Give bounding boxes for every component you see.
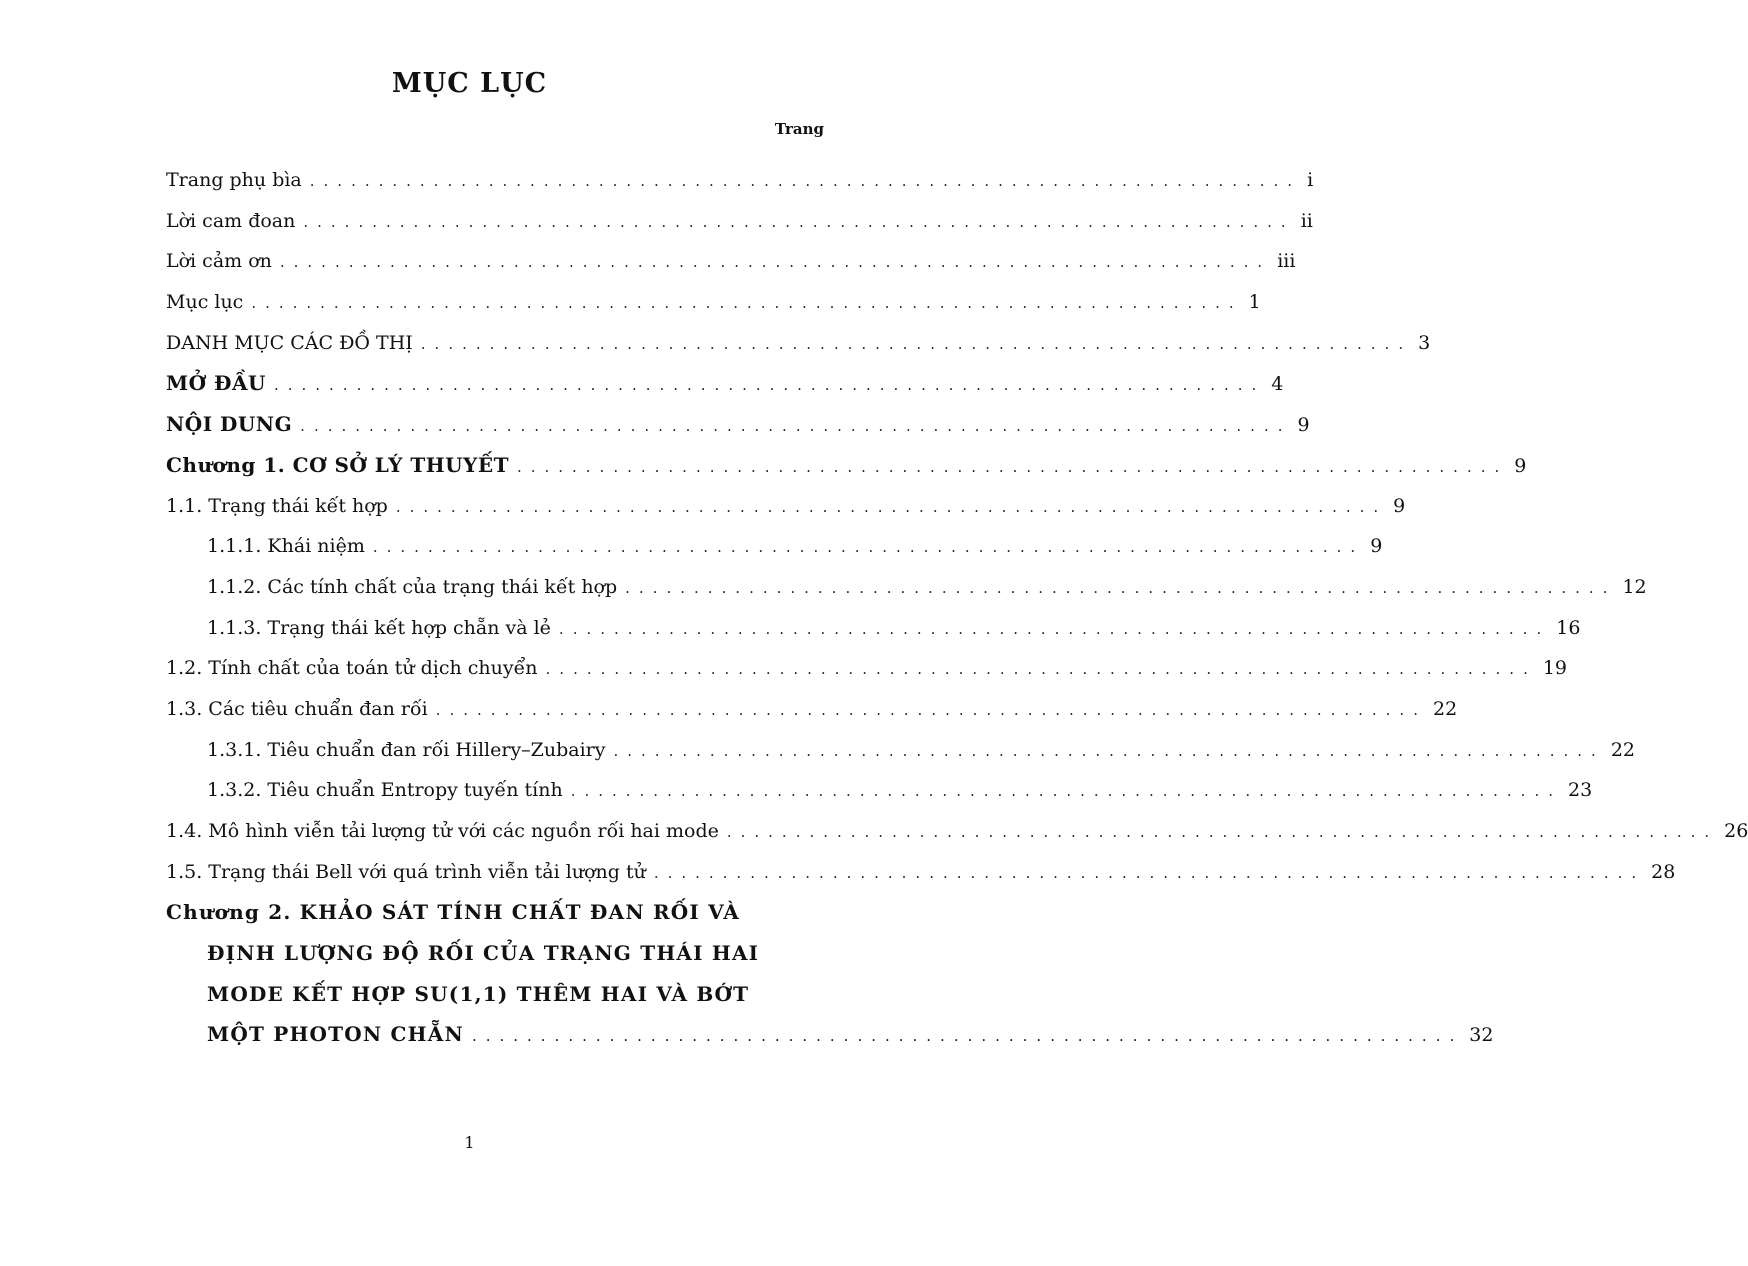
toc-entry-content: [166, 404, 1310, 445]
chapter-2-title-line-2: ĐỊNH LƯỢNG ĐỘ RỐI CỦA TRẠNG THÁI HAI: [207, 941, 760, 966]
toc-leader-dots: ........................................................................: [653, 863, 1646, 882]
toc-entry-label: Chương 1. CƠ SỞ LÝ THUYẾT: [166, 452, 509, 477]
toc-entry-label: NỘI DUNG: [166, 412, 293, 437]
toc-entry-introduction: [166, 363, 1284, 404]
toc-entry-section-1-4: [166, 811, 1748, 852]
chapter-2-title-line-1: Chương 2. KHẢO SÁT TÍNH CHẤT ĐAN RỐI VÀ: [166, 900, 741, 925]
toc-entry-page: 16: [1556, 616, 1581, 639]
toc-entry-label: 1.3.2. Tiêu chuẩn Entropy tuyến tính: [207, 779, 563, 802]
toc-entry-label: Trang phụ bìa: [166, 169, 302, 191]
toc-entry-page: 9: [1514, 454, 1527, 477]
toc-entry-page: i: [1307, 169, 1314, 191]
chapter-2-title-line-4: MỘT PHOTON CHẴN: [207, 1022, 464, 1047]
toc-entry-label: 1.3.1. Tiêu chuẩn đan rối Hillery–Zubairy: [207, 738, 606, 761]
toc-leader-dots: ........................................................................: [420, 334, 1413, 353]
toc-entry-page: 9: [1393, 494, 1406, 517]
toc-entry-label: 1.3. Các tiêu chuẩn đan rối: [166, 697, 428, 720]
toc-entry-page: 19: [1542, 657, 1568, 680]
toc-entry-list-of-figures: [166, 323, 1431, 364]
toc-entry-label: 1.1.3. Trạng thái kết hợp chẵn và lẻ: [207, 616, 551, 639]
toc-entry-chapter-2: [166, 892, 1494, 1055]
toc-leader-dots: ........................................................................: [300, 417, 1292, 436]
chapter-2-title-line-4-row: [166, 1014, 1494, 1055]
toc-entry-section-1-1-1: [166, 526, 1383, 567]
toc-leader-dots: ........................................................................: [279, 253, 1272, 272]
toc-entry-page: 22: [1432, 697, 1458, 720]
toc-entry-section-1-1-3: [166, 608, 1581, 649]
toc-entry-label: Lời cam đoan: [166, 209, 296, 232]
toc-leader-dots: ........................................................................: [435, 700, 1427, 719]
toc-leader-dots: ........................................................................: [273, 376, 1266, 395]
toc-leader-dots: ........................................................................: [613, 741, 1605, 760]
toc-entry-section-1-1-2: [166, 567, 1647, 608]
toc-entry-page: 32: [1469, 1024, 1494, 1047]
toc-entry-chapter-1: [166, 445, 1527, 486]
toc-entry-page: 23: [1568, 779, 1593, 802]
toc-entry-page: ii: [1300, 209, 1313, 232]
page-column-label: Trang: [774, 120, 824, 138]
toc-entry-page: 12: [1622, 575, 1647, 598]
toc-entry-acknowledgements: [166, 241, 1296, 282]
toc-leader-dots: ........................................................................: [545, 660, 1537, 679]
toc-leader-dots: ........................................................................: [516, 457, 1509, 476]
toc-leader-dots: ........................................................................: [303, 212, 1295, 231]
page-title: MỤC LỤC: [391, 68, 548, 99]
toc-leader-dots: ........................................................................: [471, 1027, 1464, 1046]
toc-leader-dots: ........................................................................: [395, 497, 1388, 516]
toc-entry-label: Lời cảm ơn: [166, 250, 272, 273]
toc-entry-section-1-3-1: [166, 730, 1635, 771]
toc-entry-declaration: [166, 201, 1313, 242]
toc-leader-dots: ........................................................................: [625, 578, 1617, 597]
toc-leader-dots: ........................................................................: [558, 619, 1551, 638]
toc-leader-dots: ........................................................................: [309, 172, 1302, 190]
toc-entry-label: 1.5. Trạng thái Bell với quá trình viễn tải lượng tử: [166, 860, 646, 883]
toc-entry-section-1-5: [166, 852, 1676, 893]
table-of-contents: [166, 160, 1748, 1055]
toc-entry-cover: [166, 160, 1314, 201]
page-number: 1: [464, 1133, 475, 1152]
toc-entry-label: DANH MỤC CÁC ĐỒ THỊ: [166, 331, 413, 354]
toc-entry-page: 4: [1271, 373, 1284, 396]
chapter-2-title-line-3: MODE KẾT HỢP SU(1,1) THÊM HAI VÀ BỚT: [207, 981, 750, 1006]
toc-entry-section-1-3: [166, 689, 1458, 730]
toc-entry-page: 9: [1370, 535, 1383, 558]
toc-entry-contents: [166, 282, 1261, 323]
toc-leader-dots: ........................................................................: [251, 294, 1243, 313]
toc-entry-page: 1: [1248, 291, 1261, 314]
toc-entry-label: 1.1.2. Các tính chất của trạng thái kết hợp: [207, 575, 618, 598]
toc-leader-dots: ........................................................................: [726, 823, 1719, 841]
toc-entry-page: 26: [1724, 820, 1748, 842]
toc-entry-section-1-3-2: [166, 770, 1593, 811]
toc-leader-dots: ........................................................................: [570, 782, 1562, 801]
toc-entry-page: 28: [1651, 860, 1676, 883]
toc-entry-label: 1.2. Tính chất của toán tử dịch chuyển: [166, 657, 538, 680]
toc-entry-label: 1.1.1. Khái niệm: [207, 535, 365, 558]
toc-entry-page: 3: [1418, 331, 1431, 354]
toc-entry-section-1-2: [166, 648, 1568, 689]
toc-entry-label: Mục lục: [166, 291, 244, 314]
toc-entry-label: 1.1. Trạng thái kết hợp: [166, 494, 388, 517]
toc-entry-label: MỞ ĐẦU: [166, 371, 266, 396]
toc-entry-page: 9: [1297, 414, 1310, 437]
toc-leader-dots: ........................................................................: [372, 538, 1365, 557]
toc-entry-page: 22: [1610, 738, 1635, 761]
toc-entry-label: 1.4. Mô hình viễn tải lượng tử với các nguồn rối hai mode: [166, 820, 719, 842]
toc-entry-page: iii: [1277, 250, 1296, 273]
toc-entry-section-1-1: [166, 486, 1406, 527]
